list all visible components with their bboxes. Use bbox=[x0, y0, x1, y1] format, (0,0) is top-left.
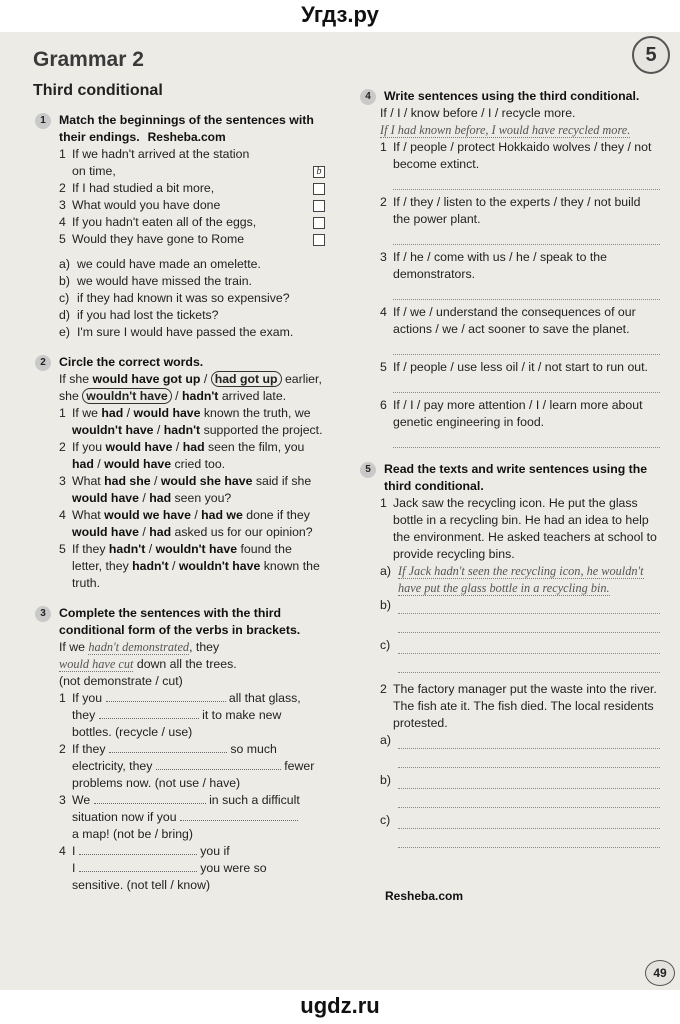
exercise-body bbox=[59, 371, 325, 592]
blank[interactable] bbox=[156, 759, 281, 770]
exercise-instruction: Match the beginnings of the sentences with their endings. Resheba.com bbox=[59, 113, 314, 144]
blank[interactable] bbox=[94, 793, 206, 804]
answer-line[interactable] bbox=[398, 833, 660, 848]
answer-line[interactable] bbox=[393, 433, 660, 448]
exercise-instruction: Circle the correct words. bbox=[59, 355, 204, 369]
answer-line[interactable] bbox=[398, 658, 660, 673]
list-item: 5 Would they have gone to Rome bbox=[59, 231, 325, 248]
answer-line[interactable] bbox=[398, 814, 660, 829]
answer-line[interactable] bbox=[398, 639, 660, 654]
list-item: 5 If / people / use less oil / it / not start to run out. bbox=[380, 360, 648, 374]
answer-row: b) bbox=[380, 597, 660, 637]
watermark-text: Resheba.com bbox=[385, 889, 464, 903]
text-item: 2 The factory manager put the waste into the river. The fish ate it. The fish died. The local residents protested. bbox=[380, 682, 657, 730]
list-item: 3 What had she / would she have said if she would have / had seen you? bbox=[59, 474, 312, 505]
exercise-4 bbox=[360, 88, 660, 448]
ending-item: b) we would have missed the train. bbox=[59, 274, 252, 288]
answer-line[interactable] bbox=[398, 774, 660, 789]
example-sentence: If we hadn't demonstrated, they would have cut down all the trees. (not demonstrate / cut) bbox=[59, 640, 237, 688]
list-item: 1 If / people / protect Hokkaido wolves / they / not become extinct. bbox=[380, 140, 652, 171]
text-item: 1 Jack saw the recycling icon. He put the glass bottle in a recycling bin. He had an idea to help the environment. He asked teachers at school to provide recycling bins. bbox=[380, 496, 657, 561]
answer-line[interactable] bbox=[398, 753, 660, 768]
example-prompt: If / I / know before / I / recycle more. bbox=[380, 106, 576, 120]
example-sentence: If she would have got up / had got up earlier, she wouldn't have / hadn't arrived late. bbox=[59, 372, 322, 403]
page-title: Grammar 2 bbox=[33, 48, 144, 71]
answer-row: c) bbox=[380, 812, 660, 852]
exercise-1 bbox=[35, 112, 325, 341]
ending-item: a) we could have made an omelette. bbox=[59, 257, 261, 271]
blank[interactable] bbox=[180, 810, 298, 821]
handwritten-answer[interactable]: If I had known before, I would have recycled more. bbox=[380, 123, 631, 137]
ending-item: d) if you had lost the tickets? bbox=[59, 308, 219, 322]
blank[interactable] bbox=[99, 708, 199, 719]
left-column bbox=[35, 112, 325, 907]
list-item: 2 If they so much electricity, they fewer problems now. (not use / have) bbox=[59, 742, 315, 790]
handwritten-answer[interactable]: hadn't demonstrated bbox=[88, 640, 190, 654]
list-item: 4 What would we have / had we done if they would have / had asked us for our opinion? bbox=[59, 508, 313, 539]
exercise-5 bbox=[360, 461, 660, 852]
blank[interactable] bbox=[79, 844, 197, 855]
answer-box[interactable]: b bbox=[313, 166, 325, 178]
list-item: 3 We in such a difficult situation now if you a map! (not be / bring) bbox=[59, 793, 300, 841]
answer-line[interactable] bbox=[393, 285, 660, 300]
exercise-body bbox=[380, 105, 660, 448]
right-column bbox=[360, 88, 660, 865]
answer-box[interactable] bbox=[313, 183, 325, 195]
blank[interactable] bbox=[79, 861, 197, 872]
exercise-number: 1 bbox=[35, 113, 51, 129]
answer-row: a) bbox=[380, 732, 660, 772]
ending-item: e) I'm sure I would have passed the exam. bbox=[59, 325, 294, 339]
exercise-number: 5 bbox=[360, 462, 376, 478]
ending-item: c) if they had known it was so expensive? bbox=[59, 291, 290, 305]
site-header: Угдз.ру bbox=[0, 0, 680, 32]
answer-box[interactable] bbox=[313, 200, 325, 212]
exercise-number: 2 bbox=[35, 355, 51, 371]
answer-box[interactable] bbox=[313, 217, 325, 229]
answer-row: c) bbox=[380, 637, 660, 677]
exercise-instruction: Read the texts and write sentences using the third conditional. bbox=[384, 462, 648, 493]
handwritten-answer[interactable]: If Jack hadn't seen the recycling icon, he wouldn't have put the glass bottle in a recycling bin. bbox=[398, 564, 644, 595]
answer-row: b) bbox=[380, 772, 660, 812]
answer-line[interactable] bbox=[393, 340, 660, 355]
list-item: 2 If I had studied a bit more, bbox=[59, 180, 325, 197]
exercise-instruction: Complete the sentences with the third conditional form of the verbs in brackets. bbox=[59, 606, 301, 637]
list-item: 1 If you all that glass, they it to make new bottles. (recycle / use) bbox=[59, 691, 301, 739]
list-item: 3 What would you have done bbox=[59, 197, 325, 214]
section-title: Third conditional bbox=[33, 82, 163, 99]
blank[interactable] bbox=[109, 742, 227, 753]
list-item: 1 If we hadn't arrived at the station on time, b bbox=[59, 146, 325, 180]
exercise-body bbox=[59, 639, 325, 894]
unit-badge: 5 bbox=[632, 36, 670, 74]
blank[interactable] bbox=[106, 691, 226, 702]
answer-box[interactable] bbox=[313, 234, 325, 246]
answer-line[interactable] bbox=[393, 378, 660, 393]
list-item: 4 I you if I you were so sensitive. (not tell / know) bbox=[59, 844, 267, 892]
list-item: 2 If you would have / had seen the film, you had / would have cried too. bbox=[59, 440, 305, 471]
exercise-number: 4 bbox=[360, 89, 376, 105]
answer-line[interactable] bbox=[393, 230, 660, 245]
answer-line[interactable] bbox=[398, 793, 660, 808]
circled-answer[interactable]: wouldn't have bbox=[82, 388, 172, 404]
exercise-2 bbox=[35, 354, 325, 592]
list-item: 1 If we had / would have known the truth, we wouldn't have / hadn't supported the project. bbox=[59, 406, 323, 437]
answer-row: a) If Jack hadn't seen the recycling icon, he wouldn't have put the glass bottle in a recycling bin. bbox=[380, 564, 644, 595]
list-item: 3 If / he / come with us / he / speak to the demonstrators. bbox=[380, 250, 607, 281]
handwritten-answer[interactable]: would have cut bbox=[59, 657, 134, 671]
answer-line[interactable] bbox=[398, 599, 660, 614]
list-item: 4 If you hadn't eaten all of the eggs, bbox=[59, 214, 325, 231]
answer-line[interactable] bbox=[398, 734, 660, 749]
site-footer: ugdz.ru bbox=[0, 990, 680, 1024]
list-item: 6 If / I / pay more attention / I / learn more about genetic engineering in food. bbox=[380, 398, 643, 429]
workbook-page bbox=[0, 32, 680, 990]
watermark-text: Resheba.com bbox=[147, 130, 226, 144]
circled-answer[interactable]: had got up bbox=[211, 371, 282, 387]
exercise-body bbox=[59, 146, 325, 341]
exercise-body bbox=[380, 495, 660, 852]
page-number: 49 bbox=[645, 960, 675, 986]
answer-line[interactable] bbox=[393, 175, 660, 190]
list-item: 2 If / they / listen to the experts / they / not build the power plant. bbox=[380, 195, 641, 226]
exercise-number: 3 bbox=[35, 606, 51, 622]
list-item: 5 If they hadn't / wouldn't have found the letter, they hadn't / wouldn't have known the truth. bbox=[59, 542, 320, 590]
exercise-3 bbox=[35, 605, 325, 894]
list-item: 4 If / we / understand the consequences of our actions / we / act sooner to save the planet. bbox=[380, 305, 636, 336]
exercise-instruction: Write sentences using the third conditional. bbox=[384, 89, 640, 103]
answer-line[interactable] bbox=[398, 618, 660, 633]
